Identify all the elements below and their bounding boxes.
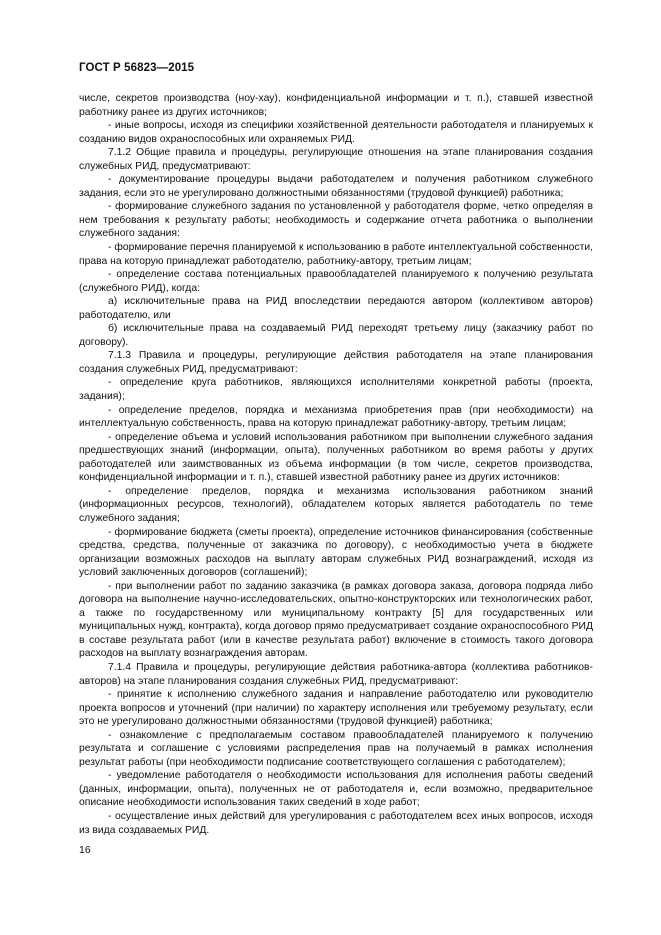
paragraph: - определение круга работников, являющихся исполнителями конкретной работы (проекта, задания); — [79, 377, 593, 403]
paragraph: - формирование служебного задания по установленной у работодателя форме, четко определяя в нем требования к результату работы; необходимость и содержание отчета работника о выполнении служебного задания: — [79, 201, 593, 240]
paragraph: - определение объема и условий использования работником при выполнении служебного задания предшествующих знаний (информации, опыта), полученных работником во время работы у других работодателей или заимствованных из объема информации (в том числе, секретов производства, конфиденциальной информации и т. п.), ставшей известной работнику ранее из других источников: — [79, 431, 593, 484]
standard-header: ГОСТ Р 56823—2015 — [79, 62, 195, 74]
paragraph: 7.1.3 Правила и процедуры, регулирующие действия работодателя на этапе планирования создания служебных РИД, предусматривают: — [79, 350, 593, 375]
paragraph: а) исключительные права на РИД впоследствии передаются автором (коллективом авторов) работодателю, или — [79, 296, 593, 321]
paragraph: б) исключительные права на создаваемый РИД переходят третьему лицу (заказчику работ по договору). — [79, 323, 593, 348]
paragraph: - уведомление работодателя о необходимости использования для исполнения работы сведений (данных, информации, опыта), полученных не от работодателя и, если возможно, предварительное описание необходимости использования таких сведений в ходе работ; — [79, 770, 593, 809]
paragraph: - формирование бюджета (сметы проекта), определение источников финансирования (собственные средства, средства, полученные от заказчика по договору), с необходимостью учета в бюджете организации возможных расходов на выплату авторам служебных РИД вознаграждений, исходя из условий заключенных договоров (соглашений); — [79, 526, 593, 579]
paragraph: - ознакомление с предполагаемым составом правообладателей планируемого к получению результата и соглашение с условиями распределения прав на получаемый в рамках исполнения результат работы (при необходимости подписание соответствующего соглашения с работодателем); — [79, 729, 593, 768]
page-number: 16 — [79, 844, 91, 856]
paragraph: 7.1.2 Общие правила и процедуры, регулирующие отношения на этапе планирования создания служебных РИД, предусматривают: — [79, 147, 593, 172]
body-text — [79, 92, 593, 837]
paragraph: - формирование перечня планируемой к использованию в работе интеллектуальной собственности, права на которую принадлежат работодателю, работнику-автору, третьим лицам; — [79, 242, 593, 267]
paragraph: - иные вопросы, исходя из специфики хозяйственной деятельности работодателя и планируемых к созданию видов охраноспособных или охраняемых РИД. — [79, 120, 593, 145]
paragraph: - определение пределов, порядка и механизма использования работником знаний (информационных ресурсов, технологий), обладателем которых является работодатель по теме служебного задания; — [79, 485, 593, 524]
paragraph: - осуществление иных действий для урегулирования с работодателем всех иных вопросов, исходя из вида создаваемых РИД. — [79, 810, 593, 836]
paragraph: - определение пределов, порядка и механизма приобретения прав (при необходимости) на интеллектуальную собственность, права на которую принадлежат работнику-автору, третьим лицам; — [79, 404, 593, 430]
paragraph: - при выполнении работ по заданию заказчика (в рамках договора заказа, договора подряда либо договора на выполнение научно-исследовательских, опытно-конструкторских или технологических работ, а также по государственному или муниципальному контракту [5] для государственных или муниципальных нужд, контракта), когда договор прямо предусматривает создание охраноспособного РИД в составе результата работ (или в качестве результата работ) включение в стоимость такого договора расходов на выплату вознаграждения авторам. — [79, 580, 593, 660]
paragraph: числе, секретов производства (ноу-хау), конфиденциальной информации и т. п.), ставшей известной работнику ранее из других источников; — [79, 93, 593, 118]
paragraph: 7.1.4 Правила и процедуры, регулирующие действия работника-автора (коллектива работников-авторов) на этапе планирования создания служебных РИД, предусматривают: — [79, 661, 593, 687]
paragraph: - определение состава потенциальных правообладателей планируемого к получению результата (служебного РИД), когда: — [79, 269, 593, 294]
paragraph: - принятие к исполнению служебного задания и направление работодателю или руководителю проекта вопросов и уточнений (при наличии) по характеру исполнения или требуемому результату, если это не урегулировано должностными обязанностями (трудовой функцией) работника; — [79, 689, 593, 728]
paragraph: - документирование процедуры выдачи работодателем и получения работником служебного задания, если это не урегулировано должностными обязанностями (трудовой функцией) работника; — [79, 174, 593, 199]
